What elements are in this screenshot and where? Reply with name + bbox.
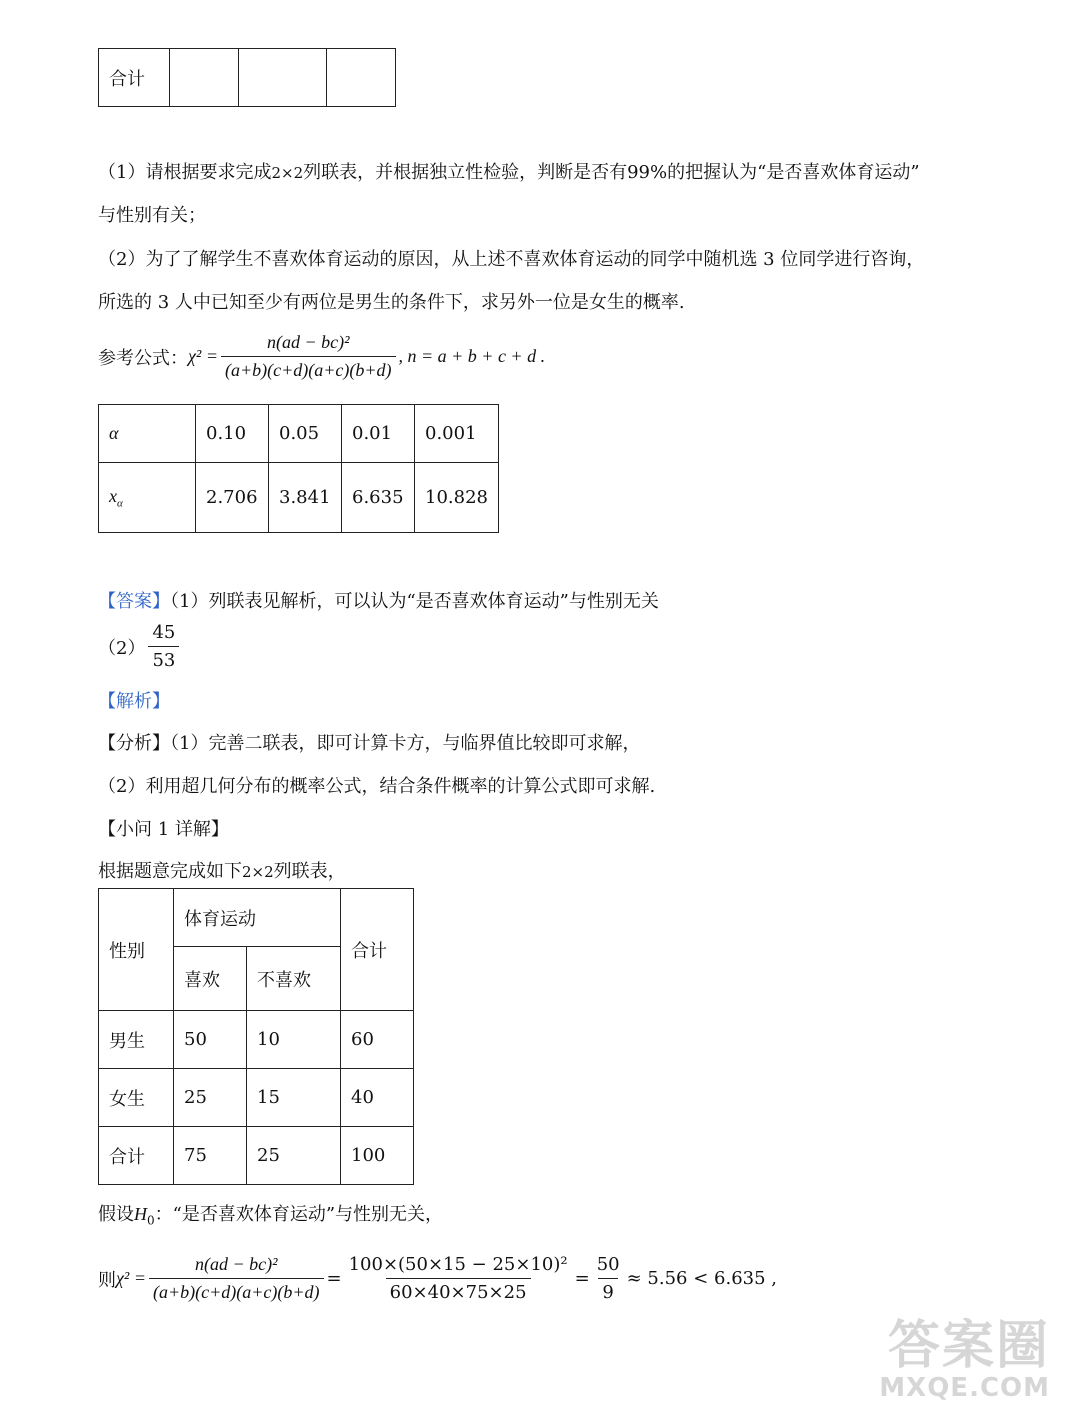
chi-square-calculation: 则 χ² = $\frac{\text{n(ad − bc)²}}{(a+b)(c+d)(a+c)(b+d)}$ = $\frac{\text{100×(50×15 − 25×10)²}}{60\times 40\times 75\times 25}$ = $\frac{50}{9}$ ≈ 5.56 < 6.635 , bbox=[98, 1254, 777, 1303]
cell-like: 75 bbox=[174, 1127, 247, 1185]
answer-line-1 bbox=[98, 587, 659, 613]
question-1-dim: 2×2 bbox=[271, 164, 304, 182]
calc-numerator-1: n(ad − bc)² bbox=[194, 1254, 278, 1274]
header-like: 喜欢 bbox=[174, 947, 247, 1011]
cell-like: 25 bbox=[174, 1069, 247, 1127]
table-intro-text-b: 列联表， bbox=[273, 861, 346, 882]
cell-dislike: 25 bbox=[247, 1127, 341, 1185]
header-gender: 性别 bbox=[99, 889, 174, 1011]
watermark-line-2: MXQE.COM bbox=[879, 1373, 1050, 1403]
formula-label: 参考公式： bbox=[98, 347, 188, 369]
cell-total: 100 bbox=[341, 1127, 414, 1185]
critical-value-table bbox=[98, 404, 499, 533]
alpha-value: 0.01 bbox=[342, 405, 415, 463]
question-1-line-2: 与性别有关； bbox=[98, 205, 206, 226]
calc-fraction-3 bbox=[593, 1254, 624, 1303]
contingency-table bbox=[98, 888, 414, 1185]
alpha-value: 0.10 bbox=[196, 405, 269, 463]
formula-n-definition: , n = a + b + c + d . bbox=[398, 346, 546, 366]
table-intro-dim: 2×2 bbox=[242, 863, 274, 881]
table-row bbox=[99, 1011, 414, 1069]
formula-numerator: n(ad − bc)² bbox=[266, 332, 350, 352]
top-table-empty-cell bbox=[327, 49, 396, 107]
question-1-text-a: （1）请根据要求完成 bbox=[98, 162, 272, 183]
header-total: 合计 bbox=[341, 889, 414, 1011]
watermark-logo bbox=[879, 1316, 1050, 1403]
question-1-line-1 bbox=[98, 158, 920, 184]
x-alpha-label bbox=[99, 463, 196, 533]
calc-numerator-2: 100×(50×15 − 25×10)² bbox=[348, 1254, 568, 1275]
answer-fraction bbox=[148, 622, 179, 671]
jiexi-heading: 【解析】 bbox=[98, 691, 170, 712]
fenxi-line-1 bbox=[98, 729, 640, 755]
header-dislike: 不喜欢 bbox=[247, 947, 341, 1011]
answer-tag: 【答案】 bbox=[98, 591, 170, 612]
answer-line-2 bbox=[98, 622, 182, 671]
hypothesis-h: H bbox=[134, 1204, 147, 1224]
question-1-text-c: 的把握认为“是否喜欢体育运动” bbox=[667, 162, 920, 183]
top-table-total-cell: 合计 bbox=[99, 49, 170, 107]
calc-denominator-2: 60×40×75×25 bbox=[386, 1278, 531, 1303]
formula-denominator: (a+b)(c+d)(a+c)(b+d) bbox=[221, 356, 396, 381]
table-row bbox=[99, 1069, 414, 1127]
question-2-line-2: 所选的 3 人中已知至少有两位是男生的条件下，求另外一位是女生的概率. bbox=[98, 292, 685, 313]
critical-value: 2.706 bbox=[196, 463, 269, 533]
calc-fraction-2 bbox=[345, 1254, 572, 1303]
x-label: x bbox=[109, 485, 117, 506]
top-table-fragment bbox=[98, 48, 396, 107]
fenxi-text: （1）完善二联表，即可计算卡方，与临界值比较即可求解， bbox=[170, 733, 641, 754]
watermark-line-1: 答案圈 bbox=[887, 1316, 1050, 1376]
table-row bbox=[99, 463, 499, 533]
top-table-empty-cell bbox=[239, 49, 327, 107]
cell-dislike: 10 bbox=[247, 1011, 341, 1069]
hypothesis-h-subscript: 0 bbox=[147, 1213, 155, 1228]
hypothesis-line bbox=[98, 1200, 443, 1228]
calc-result: ≈ 5.56 < 6.635 , bbox=[626, 1268, 777, 1289]
calc-fraction-1 bbox=[149, 1254, 324, 1303]
critical-value: 3.841 bbox=[269, 463, 342, 533]
critical-value: 10.828 bbox=[415, 463, 499, 533]
answer-numerator: 45 bbox=[152, 622, 176, 643]
header-sport: 体育运动 bbox=[174, 889, 341, 947]
sub-question-heading: 【小问 1 详解】 bbox=[98, 819, 229, 840]
calc-numerator-3: 50 bbox=[596, 1254, 620, 1275]
answer-denominator: 53 bbox=[148, 646, 179, 671]
table-row bbox=[99, 1127, 414, 1185]
alpha-value: 0.05 bbox=[269, 405, 342, 463]
fenxi-line-2: （2）利用超几何分布的概率公式，结合条件概率的计算公式即可求解. bbox=[98, 776, 656, 797]
top-table-empty-cell bbox=[170, 49, 239, 107]
formula-fraction bbox=[221, 332, 396, 381]
row-label: 合计 bbox=[99, 1127, 174, 1185]
critical-value: 6.635 bbox=[342, 463, 415, 533]
question-2-line-1: （2）为了了解学生不喜欢体育运动的原因，从上述不喜欢体育运动的同学中随机选 3 位同学进行咨询， bbox=[98, 249, 925, 270]
cell-total: 40 bbox=[341, 1069, 414, 1127]
calc-then: 则 bbox=[98, 1269, 116, 1291]
answer-part-1: （1）列联表见解析，可以认为“是否喜欢体育运动”与性别无关 bbox=[170, 591, 659, 612]
table-intro bbox=[98, 857, 346, 883]
question-1-text-b: 列联表，并根据独立性检验，判断是否有 bbox=[303, 162, 628, 183]
table-row bbox=[99, 405, 499, 463]
answer-part-2-label: （2） bbox=[98, 637, 146, 659]
calc-chi-square: χ² = bbox=[116, 1268, 146, 1288]
reference-formula bbox=[98, 332, 545, 381]
fenxi-tag: 【分析】 bbox=[98, 733, 170, 754]
cell-dislike: 15 bbox=[247, 1069, 341, 1127]
row-label: 男生 bbox=[99, 1011, 174, 1069]
question-1-percent: 99% bbox=[627, 162, 668, 183]
hypothesis-prefix: 假设 bbox=[98, 1204, 134, 1225]
table-intro-text-a: 根据题意完成如下 bbox=[98, 861, 242, 882]
cell-like: 50 bbox=[174, 1011, 247, 1069]
calc-denominator-1: (a+b)(c+d)(a+c)(b+d) bbox=[149, 1278, 324, 1303]
calc-denominator-3: 9 bbox=[598, 1278, 617, 1303]
cell-total: 60 bbox=[341, 1011, 414, 1069]
row-label: 女生 bbox=[99, 1069, 174, 1127]
alpha-label: α bbox=[99, 405, 196, 463]
table-header-row bbox=[99, 889, 414, 947]
alpha-value: 0.001 bbox=[415, 405, 499, 463]
x-subscript: α bbox=[117, 497, 123, 510]
formula-chi-square: χ² = bbox=[188, 346, 218, 366]
hypothesis-text: ：“是否喜欢体育运动”与性别无关， bbox=[154, 1204, 444, 1225]
